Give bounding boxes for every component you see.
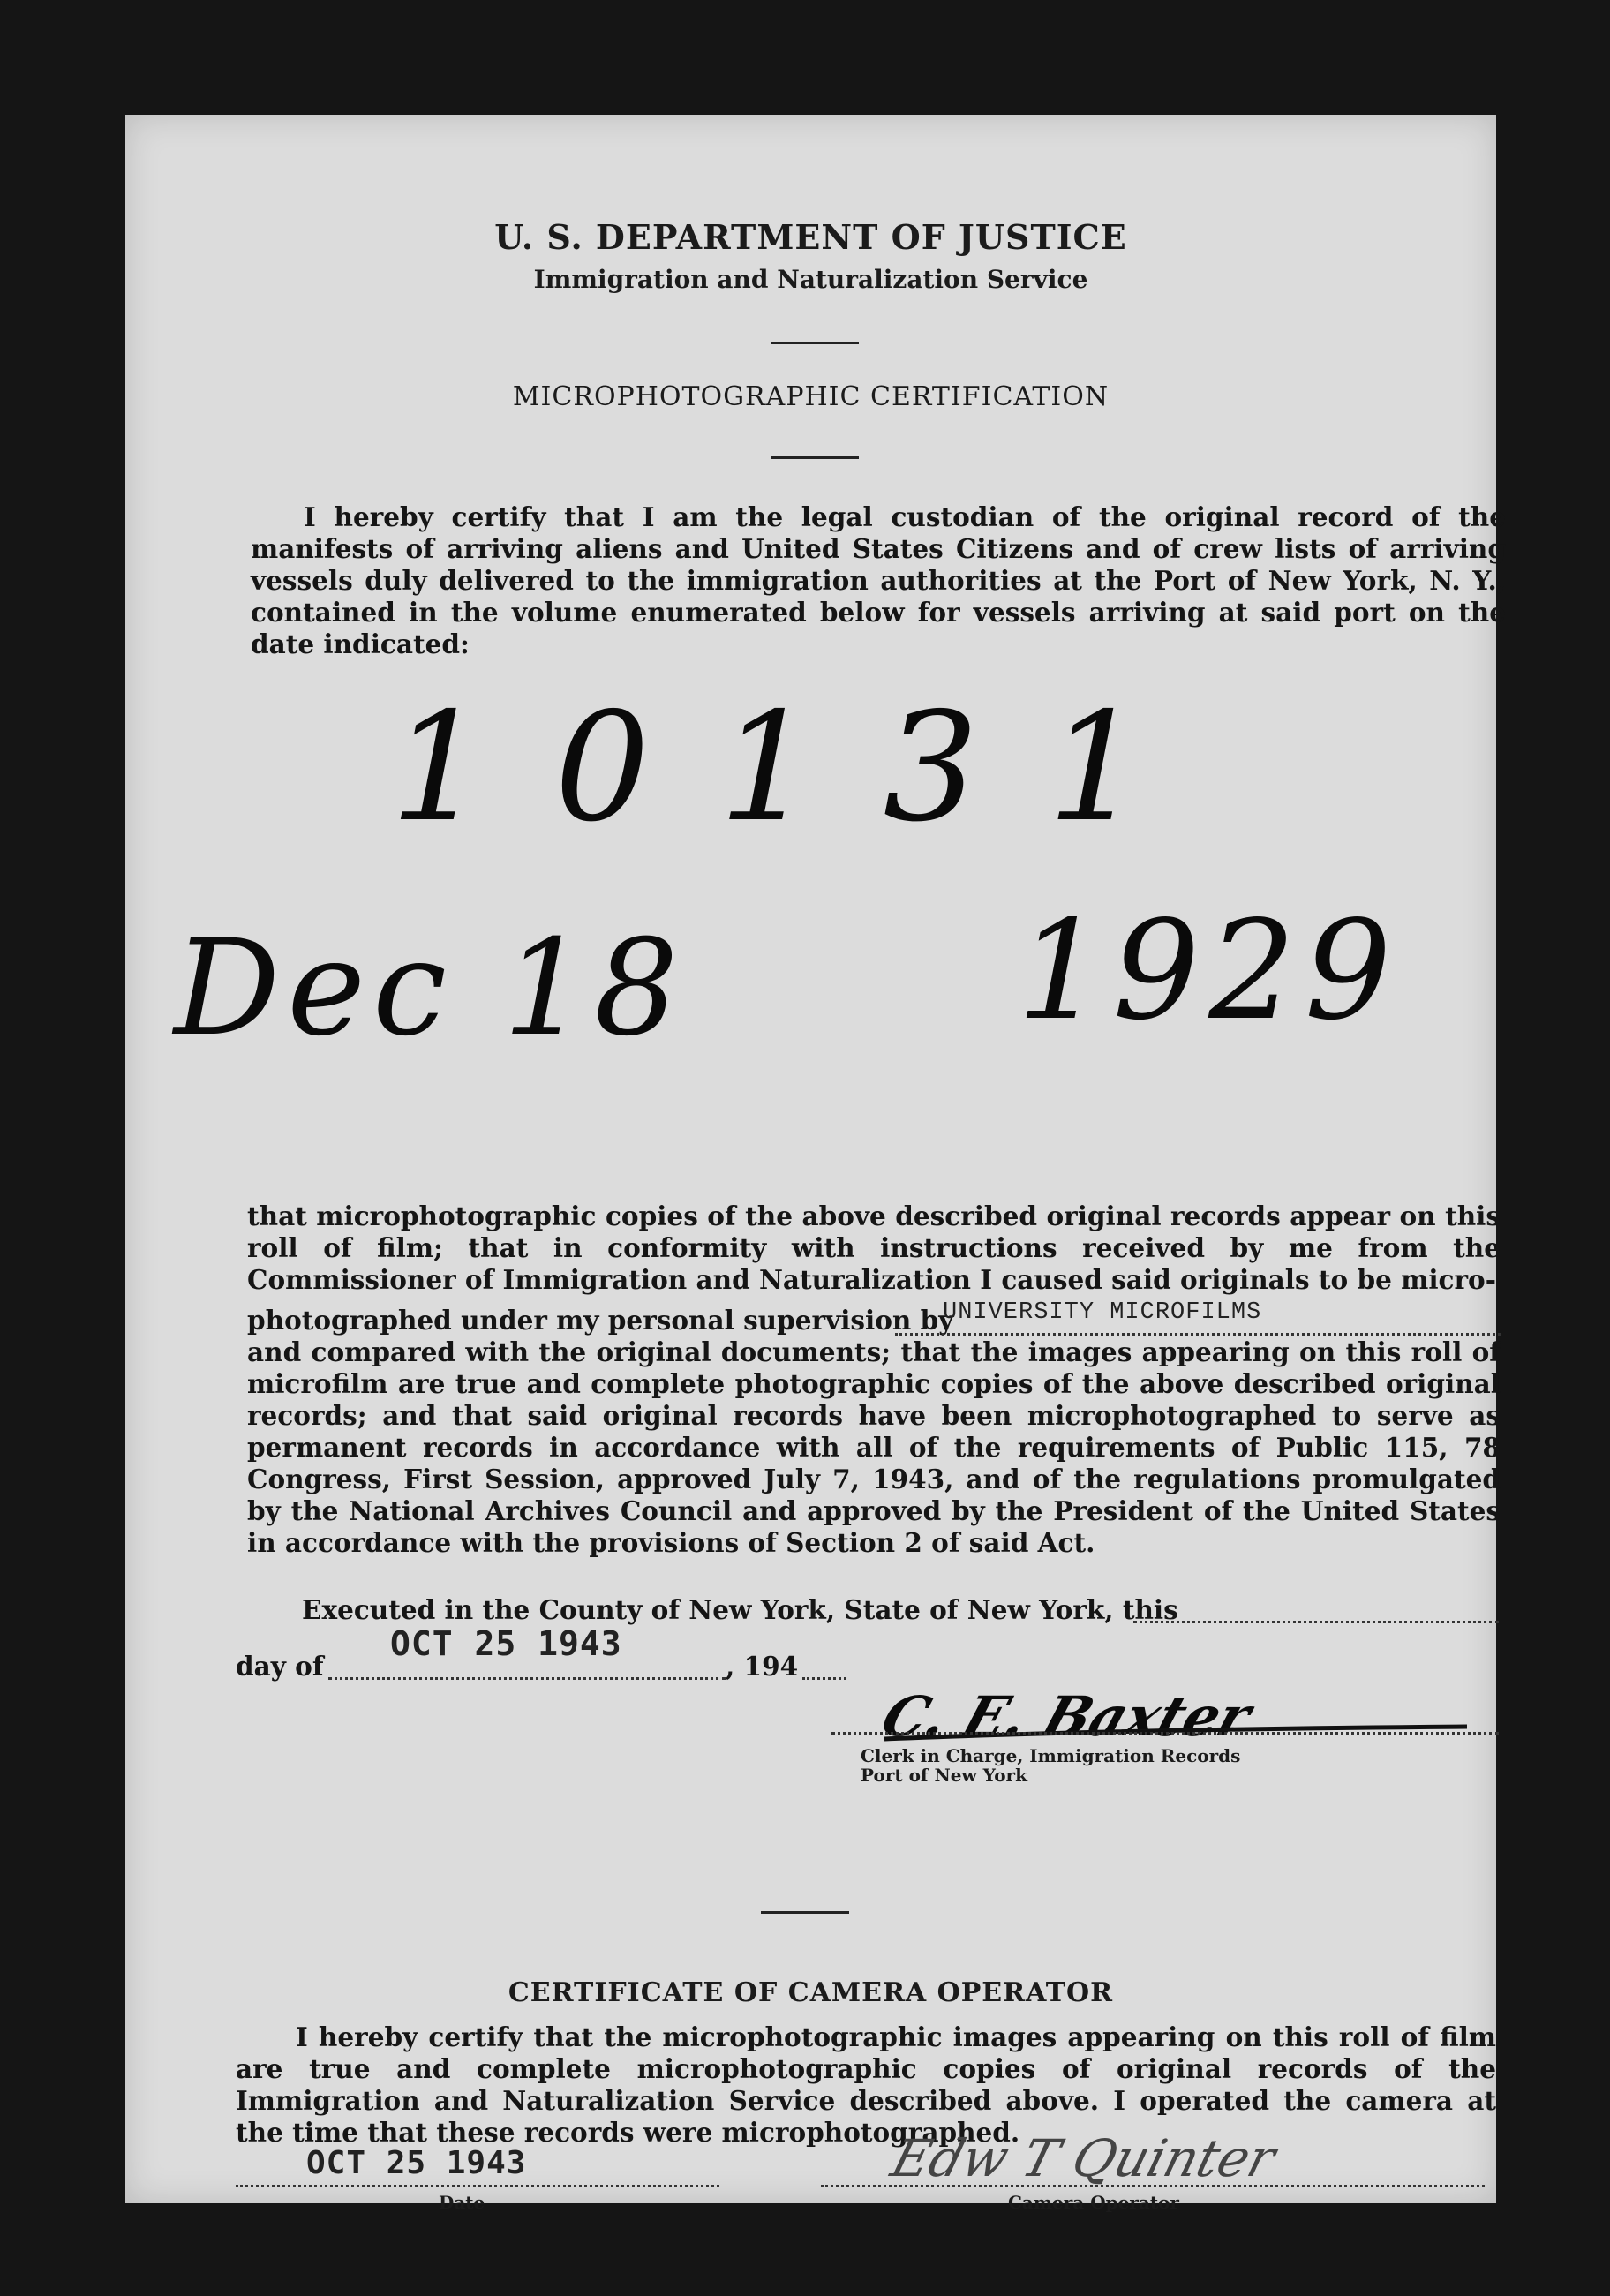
certificate-page	[125, 115, 1506, 2213]
operator-paragraph: I hereby certify that the microphotographic images appearing on this roll of film are true and complete microphotographic copies of original records of the Immigration and Naturalization Service described above. I operated the camera at the time that these records were microphotographed.	[236, 2021, 1496, 2148]
clerk-signature-flourish	[876, 1721, 1476, 1748]
year-prefix: , 194	[726, 1651, 799, 1682]
day-of-dotted-line	[328, 1677, 726, 1680]
executed-text: Executed in the County of New York, State of New York, this	[302, 1594, 1178, 1625]
operator-signature: Edw T Quinter	[884, 2128, 1282, 2188]
certification-title: MICROPHOTOGRAPHIC CERTIFICATION	[512, 381, 1110, 412]
operator-certificate-title: CERTIFICATE OF CAMERA OPERATOR	[508, 1977, 1114, 2008]
executed-date-stamp: OCT 25 1943	[390, 1624, 622, 1663]
intro-paragraph: I hereby certify that I am the legal custodian of the original record of the manifests of arriving aliens and United States Citizens and of crew lists of arriving vessels duly delivered to the immigration authorities at the Port of New York, N. Y., contained in the volume enumerated below for vessels arriving at said port on the date indicated:	[251, 501, 1506, 659]
date-month-day-handwritten: Dec 18	[174, 912, 686, 1065]
operator-dotted-line	[821, 2185, 1485, 2187]
supervisor-dotted-line	[895, 1333, 1501, 1336]
supervisor-typed: UNIVERSITY MICROFILMS	[943, 1299, 1262, 1326]
department-heading: U. S. DEPARTMENT OF JUSTICE	[494, 217, 1127, 257]
executed-dotted-line	[1133, 1621, 1499, 1623]
year-dotted-line	[802, 1677, 846, 1680]
body-paragraph-2: and compared with the original documents; that the images appearing on this roll of microfilm are true and complete photographic copies of the above described original records; and that said original records have been microphotographed to serve as permanent records in accordance with all of the requirements of Public 115, 78 Congress, First Session, approved July 7, 1943, and of the regulations promulgated by the National Archives Council and approved by the President of the United States in accordance with the provisions of Section 2 of said Act.	[247, 1336, 1501, 1558]
supervision-prefix: photographed under my personal supervision by	[247, 1305, 954, 1336]
clerk-dotted-line	[831, 1732, 1499, 1735]
clerk-signature: C. E. Baxter	[874, 1684, 1260, 1749]
date-label: Date	[439, 2192, 485, 2213]
operator-date-stamp: OCT 25 1943	[306, 2145, 527, 2181]
day-of-label: day of	[236, 1651, 324, 1682]
divider	[771, 342, 859, 344]
date-year-handwritten: 1929	[1017, 891, 1401, 1050]
divider	[771, 456, 859, 459]
camera-operator-label: Camera Operator	[1008, 2192, 1179, 2213]
service-subheading: Immigration and Naturalization Service	[533, 265, 1088, 294]
body-paragraph-1: that microphotographic copies of the above described original records appear on this roll of film; that in conformity with instructions received by me from the Commissioner of Immigration and Naturalization I caused said originals to be micro-	[247, 1201, 1501, 1295]
clerk-title-line1: Clerk in Charge, Immigration Records	[861, 1745, 1241, 1766]
clerk-title-line2: Port of New York	[861, 1765, 1027, 1786]
volume-number-handwritten: 10131	[390, 681, 1212, 855]
divider	[761, 1911, 849, 1914]
date-dotted-line	[236, 2185, 719, 2187]
